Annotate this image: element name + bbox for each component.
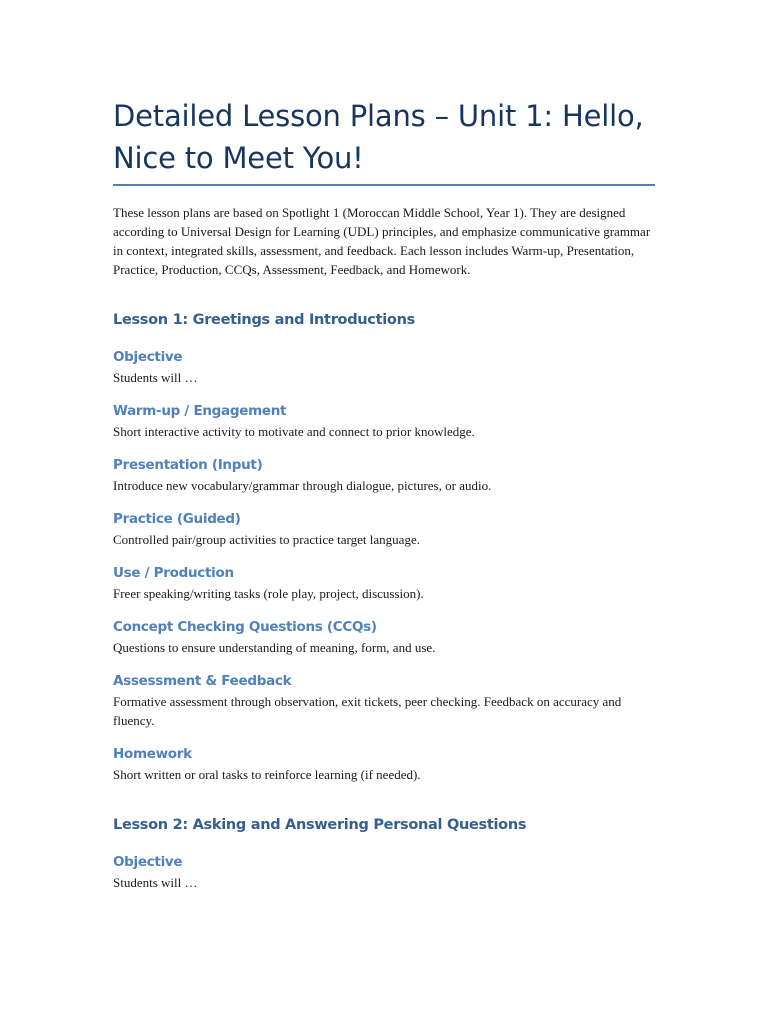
- intro-paragraph: These lesson plans are based on Spotlight 1 (Moroccan Middle School, Year 1). They are designed according to Universal Design for Learning (UDL) principles, and emphasize communicative grammar in context, integrated skills, assessment, and feedback. Each lesson includes Warm-up, Presentation, Practice, Production, CCQs, Assessment, Feedback, and Homework.: [113, 205, 651, 277]
- document-title: Detailed Lesson Plans – Unit 1: Hello, Nice to Meet You!: [113, 99, 644, 175]
- section-production: [113, 563, 658, 603]
- section-heading: Warm-up / Engagement: [113, 403, 287, 419]
- lesson-2: [113, 815, 658, 892]
- lesson-1: [113, 310, 658, 784]
- section-text: Students will …: [113, 370, 198, 385]
- section-text: Controlled pair/group activities to practice target language.: [113, 532, 420, 547]
- section-heading: Practice (Guided): [113, 511, 241, 527]
- section-text: Students will …: [113, 875, 198, 890]
- section-text: Short interactive activity to motivate and connect to prior knowledge.: [113, 424, 475, 439]
- title-divider: [113, 184, 655, 186]
- section-objective: [113, 852, 658, 892]
- section-homework: [113, 744, 658, 784]
- section-warm-up: [113, 401, 658, 441]
- section-ccqs: [113, 617, 658, 657]
- section-text: Short written or oral tasks to reinforce learning (if needed).: [113, 767, 421, 782]
- section-text: Introduce new vocabulary/grammar through dialogue, pictures, or audio.: [113, 478, 492, 493]
- section-heading: Objective: [113, 854, 183, 870]
- lesson-heading: Lesson 1: Greetings and Introductions: [113, 312, 415, 328]
- section-presentation: [113, 455, 658, 495]
- lesson-heading: Lesson 2: Asking and Answering Personal Questions: [113, 817, 527, 833]
- section-heading: Concept Checking Questions (CCQs): [113, 619, 377, 635]
- section-text: Questions to ensure understanding of meaning, form, and use.: [113, 640, 436, 655]
- section-heading: Homework: [113, 746, 192, 762]
- section-heading: Objective: [113, 349, 183, 365]
- section-text: Formative assessment through observation, exit tickets, peer checking. Feedback on accuracy and fluency.: [113, 694, 622, 728]
- document-page: [113, 0, 658, 892]
- section-heading: Use / Production: [113, 565, 234, 581]
- section-text: Freer speaking/writing tasks (role play, project, discussion).: [113, 586, 424, 601]
- section-heading: Presentation (Input): [113, 457, 263, 473]
- section-assessment: [113, 671, 658, 730]
- section-heading: Assessment & Feedback: [113, 673, 292, 689]
- section-practice: [113, 509, 658, 549]
- section-objective: [113, 347, 658, 387]
